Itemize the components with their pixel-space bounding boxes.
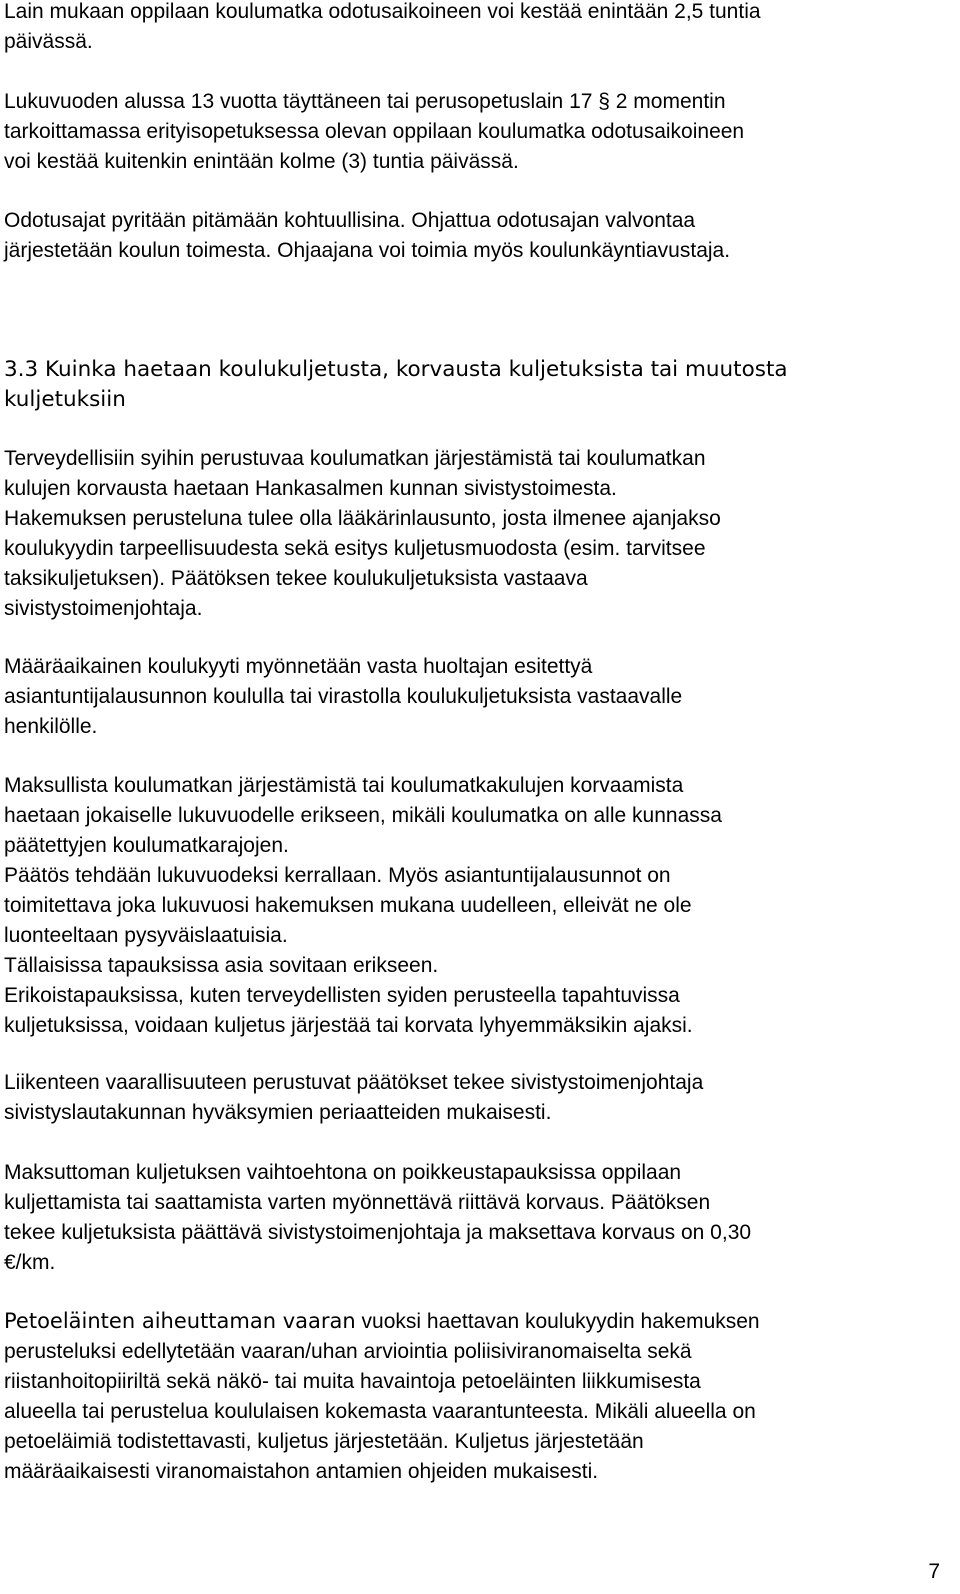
section-heading [4, 355, 944, 415]
paragraph-predators [4, 1306, 944, 1487]
text-line: päätettyjen koulumatkarajojen. [4, 834, 289, 857]
page-number: 7 [928, 1560, 940, 1583]
text-line: kuljetuksissa, voidaan kuljetus järjestää tai korvata lyhyemmäksikin ajaksi. [4, 1014, 693, 1037]
text-line: järjestetään koulun toimesta. Ohjaajana voi toimia myös koulunkäyntiavustaja. [4, 239, 731, 262]
text-line: Päätös tehdään lukuvuodeksi kerrallaan. Myös asiantuntijalausunnot on [4, 864, 671, 887]
text-line: kulujen korvausta haetaan Hankasalmen kunnan sivistystoimesta. [4, 477, 617, 500]
text-line: sivistyslautakunnan hyväksymien periaatteiden mukaisesti. [4, 1101, 552, 1124]
text-line: Lukuvuoden alussa 13 vuotta täyttäneen tai perusopetuslain 17 § 2 momentin [4, 90, 726, 113]
text-line: voi kestää kuitenkin enintään kolme (3) tuntia päivässä. [4, 150, 519, 173]
text-line: tarkoittamassa erityisopetuksessa olevan oppilaan koulumatka odotusaikoineen [4, 120, 745, 143]
heading-line: 3.3 Kuinka haetaan koulukuljetusta, korvausta kuljetuksista tai muutosta [4, 357, 788, 382]
text-line: kuljettamista tai saattamista varten myönnettävä riittävä korvaus. Päätöksen [4, 1191, 711, 1214]
text-line: €/km. [4, 1251, 56, 1274]
text-line: Maksullista koulumatkan järjestämistä tai koulumatkakulujen korvaamista [4, 774, 684, 797]
text-line: haetaan jokaiselle lukuvuodelle erikseen, mikäli koulumatka on alle kunnassa [4, 804, 722, 827]
text-line: luonteeltaan pysyväislaatuisia. [4, 924, 288, 947]
text-line: Maksuttoman kuljetuksen vaihtoehtona on poikkeustapauksissa oppilaan [4, 1161, 682, 1184]
text-line: koulukyydin tarpeellisuudesta sekä esitys kuljetusmuodosta (esim. tarvitsee [4, 537, 706, 560]
text-line: Terveydellisiin syihin perustuvaa koulumatkan järjestämistä tai koulumatkan [4, 447, 706, 470]
paragraph-paid-travel [4, 771, 944, 1041]
paragraph-health-reasons [4, 444, 944, 624]
heading-line: kuljetuksiin [4, 387, 126, 412]
paragraph-travel-time [4, 0, 944, 57]
text-line: Lain mukaan oppilaan koulumatka odotusaikoineen voi kestää enintään 2,5 tuntia [4, 0, 761, 23]
text-line: Liikenteen vaarallisuuteen perustuvat päätökset tekee sivistystoimenjohtaja [4, 1071, 704, 1094]
text-line: alueella tai perustelua koululaisen kokemasta vaarantunteesta. Mikäli alueella on [4, 1400, 756, 1423]
text-line: tekee kuljetuksista päättävä sivistystoimenjohtaja ja maksettava korvaus on 0,30 [4, 1221, 752, 1244]
paragraph-compensation [4, 1158, 944, 1278]
text-line: Hakemuksen perusteluna tulee olla lääkärinlausunto, josta ilmenee ajanjakso [4, 507, 721, 530]
text-line: sivistystoimenjohtaja. [4, 597, 203, 620]
text-line: Erikoistapauksissa, kuten terveydellisten syiden perusteella tapahtuvissa [4, 984, 680, 1007]
text-line: Tällaisissa tapauksissa asia sovitaan erikseen. [4, 954, 439, 977]
paragraph-fixed-term [4, 652, 944, 742]
text-line: määräaikaisesti viranomaistahon antamien ohjeiden mukaisesti. [4, 1460, 599, 1483]
text-line: petoeläimiä todistettavasti, kuljetus järjestetään. Kuljetus järjestetään [4, 1430, 644, 1453]
first-line-rest: vuoksi haettavan koulukyydin hakemuksen [355, 1310, 760, 1333]
text-line: toimitettava joka lukuvuosi hakemuksen mukana uudelleen, elleivät ne ole [4, 894, 692, 917]
text-line: Määräaikainen koulukyyti myönnetään vasta huoltajan esitettyä [4, 655, 593, 678]
lead-term: Petoeläinten aiheuttaman vaaran [4, 1309, 356, 1333]
text-line: taksikuljetuksen). Päätöksen tekee koulukuljetuksista vastaava [4, 567, 588, 590]
text-line [4, 1306, 944, 1337]
text-line: henkilölle. [4, 715, 98, 738]
text-line: asiantuntijalausunnon koululla tai virastolla koulukuljetuksista vastaavalle [4, 685, 683, 708]
text-line: perusteluksi edellytetään vaaran/uhan arviointia poliisiviranomaiselta sekä [4, 1340, 692, 1363]
paragraph-older-pupils [4, 87, 944, 177]
paragraph-traffic-danger [4, 1068, 944, 1128]
text-line: Odotusajat pyritään pitämään kohtuullisina. Ohjattua odotusajan valvontaa [4, 209, 696, 232]
paragraph-waiting-times [4, 206, 944, 266]
text-line: päivässä. [4, 30, 93, 53]
text-line: riistanhoitopiiriltä sekä näkö- tai muita havaintoja petoeläinten liikkumisesta [4, 1370, 701, 1393]
